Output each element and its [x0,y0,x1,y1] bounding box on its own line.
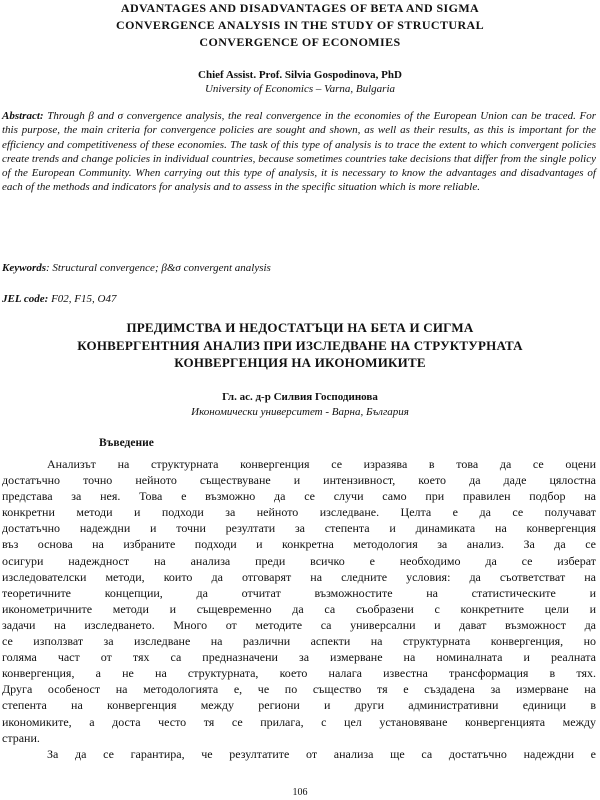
body-line: изследователски методи, които да отговарят на следните условия: да съответстват на [2,569,596,584]
body-line: въз основа на избраните подходи и конкретна методология за анализ. За да се [2,537,596,552]
body-line: иконометричните методи и същевременно да са съобразени с конкретните цели и [2,601,596,616]
title-en-line: ADVANTAGES AND DISADVANTAGES OF BETA AND SIGMA [120,1,480,15]
author-english: Chief Assist. Prof. Silvia Gospodinova, PhD [198,69,402,81]
body-line: Друга особеност на методологията е, че по същество тя е създадена за измерване на [2,682,596,697]
body-text [2,456,596,762]
title-bg-line: ПРЕДИМСТВА И НЕДОСТАТЪЦИ НА БЕТА И СИГМА [126,320,474,335]
title-bg-line: КОНВЕРГЕНЦИЯ НА ИКОНОМИКИТЕ [174,355,426,370]
body-line: се използват за изследване на различни аспекти на структурната конвергенция, но [2,634,596,649]
body-line: За да се гарантира, че резултатите от анализа ще са достатъчно надеждни е [47,746,596,761]
keywords [2,261,596,275]
keywords-text: : Structural convergence; β&σ convergent analysis [46,262,271,274]
body-line: теоретичните концепции, да отчитат възможностите на статистическите и [2,585,596,600]
body-line: голяма част от тях са предназначени за измерване на номиналната и реалната [2,650,596,665]
body-line: конкретни методи и подходи за нейното изследване. Целта е да се получават [2,505,596,520]
body-line: достатъчно надеждни и точни резултати за степента и динамиката на конвергенция [2,521,596,536]
jel-text: F02, F15, O47 [48,293,117,305]
body-line: задачи на изследването. Много от методите са универсални и дават възможност да [2,617,596,632]
page-number: 106 [292,787,308,798]
section-heading-introduction: Въведение [99,437,154,449]
affiliation-english: University of Economics – Varna, Bulgaria [204,83,396,95]
jel-code [2,292,596,306]
affiliation-bulgarian: Икономически университет - Варна, България [191,406,409,418]
body-line: страни. [2,730,40,745]
abstract [2,109,596,195]
body-line: представа за нея. Това е възможно да се случи само при правилен подбор на [2,489,596,504]
body-line: конвергенция, а не на структурната, което налага известна трансформация в тях. [2,666,596,681]
title-bulgarian [0,319,600,372]
body-line: осигури надеждност на анализа преди всичко е необходимо да се изберат [2,553,596,568]
jel-label: JEL code: [2,293,49,305]
keywords-label: Keywords [2,262,46,274]
body-line: степента на конвергенция между региони и други административни единици в [2,698,596,713]
title-bg-line: КОНВЕРГЕНТНИЯ АНАЛИЗ ПРИ ИЗСЛЕДВАНЕ НА СТРУКТУРНАТА [77,337,523,353]
abstract-label: Abstract: [2,110,44,122]
title-en-line: CONVERGENCE ANALYSIS IN THE STUDY OF STRUCTURAL [116,18,484,32]
body-line: икономиките, а доста често тя се прилага, с цел установяване конвергенцията между [2,714,596,729]
abstract-text: Through β and σ convergence analysis, the real convergence in the economies of the European Union can be traced. For this purpose, the main criteria for convergence policies are sought and shown, as well as their results, as this is important for the efficiency and competitiveness of these economies. The task of this type of analysis is to trace the extent to which convergent policies create trends and change policies in individual countries, because sometimes countries take decisions that differ from the single policy of the European Community. When carrying out this type of analysis, it is necessary to know the advantages and disadvantages of each of the methods and indicators for analysis and to assess in the specific situation which is more reliable. [2,110,596,194]
body-line: достатъчно точно нейното съществуване и интензивност, което да даде цялостна [2,473,596,488]
title-en-line: CONVERGENCE OF ECONOMIES [199,35,401,49]
author-bulgarian: Гл. ас. д-р Силвия Господинова [222,391,378,403]
title-english [0,0,600,51]
body-line: Анализът на структурната конвергенция се изразява в това да се оцени [47,457,596,471]
